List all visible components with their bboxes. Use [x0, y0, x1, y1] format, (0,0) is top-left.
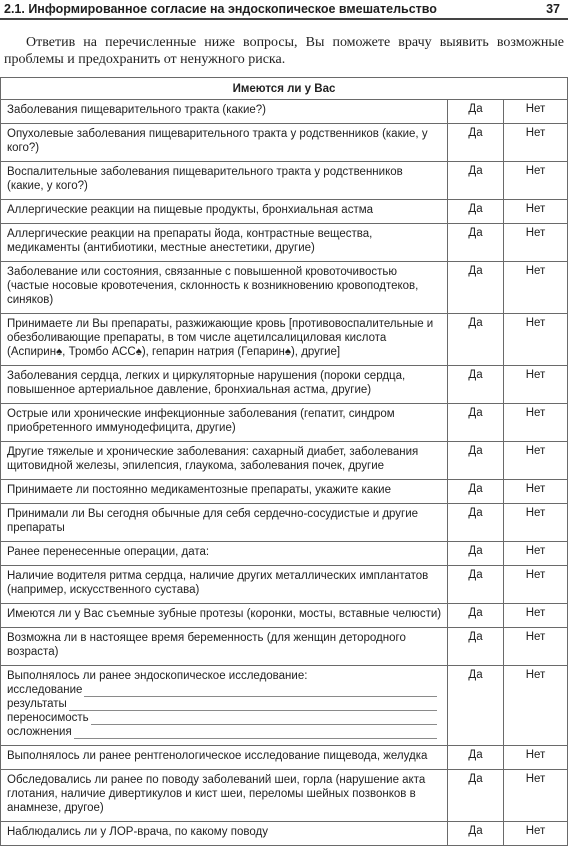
page-number: 37	[546, 2, 560, 16]
question-cell	[1, 604, 448, 628]
question-cell	[1, 542, 448, 566]
answer-blank-line[interactable]	[84, 686, 437, 697]
question-text: Воспалительные заболевания пищеварительного тракта у родственников (какие, у кого?)	[7, 166, 403, 192]
sub-question-label: переносимость	[7, 712, 89, 724]
question-cell	[1, 480, 448, 504]
question-text: Принимаете ли Вы препараты, разжижающие кровь [противовоспалительные и обезболивающие препараты, в том числе ацетилсалициловая кислота (Аспирин♠, Тромбо АСС♠), гепарин натрия (Гепарин♠), другие]	[7, 318, 434, 358]
question-cell	[1, 746, 448, 770]
yes-option[interactable]: Да	[448, 628, 504, 666]
table-row	[1, 404, 568, 442]
question-cell	[1, 504, 448, 542]
question-text: Острые или хронические инфекционные заболевания (гепатит, синдром приобретенного иммунодефицита, другие)	[7, 408, 395, 434]
yes-option[interactable]: Да	[448, 666, 504, 746]
question-text: Ранее перенесенные операции, дата:	[7, 546, 210, 558]
yes-option[interactable]: Да	[448, 124, 504, 162]
yes-option[interactable]: Да	[448, 566, 504, 604]
yes-option[interactable]: Да	[448, 542, 504, 566]
answer-blank-line[interactable]	[91, 714, 437, 725]
sub-question-label: осложнения	[7, 726, 72, 738]
yes-option[interactable]: Да	[448, 746, 504, 770]
no-option[interactable]: Нет	[504, 314, 568, 366]
question-cell	[1, 404, 448, 442]
no-option[interactable]: Нет	[504, 442, 568, 480]
table-header-row	[1, 78, 568, 100]
section-title: 2.1. Информированное согласие на эндоскопическое вмешательство	[4, 2, 437, 16]
question-cell	[1, 442, 448, 480]
table-row	[1, 262, 568, 314]
yes-option[interactable]: Да	[448, 314, 504, 366]
no-option[interactable]: Нет	[504, 162, 568, 200]
table-row	[1, 542, 568, 566]
sub-question-line	[7, 711, 442, 725]
no-option[interactable]: Нет	[504, 746, 568, 770]
sub-question-line	[7, 683, 442, 697]
yes-option[interactable]: Да	[448, 770, 504, 822]
question-cell	[1, 224, 448, 262]
yes-option[interactable]: Да	[448, 366, 504, 404]
table-row	[1, 480, 568, 504]
table-header: Имеются ли у Вас	[1, 78, 568, 100]
table-row	[1, 822, 568, 846]
question-text: Выполнялось ли ранее рентгенологическое исследование пищевода, желудка	[7, 750, 428, 762]
question-text: Возможна ли в настоящее время беременность (для женщин детородного возраста)	[7, 632, 406, 658]
yes-option[interactable]: Да	[448, 822, 504, 846]
question-cell	[1, 262, 448, 314]
question-text: Заболевания пищеварительного тракта (какие?)	[7, 104, 266, 116]
table-row	[1, 604, 568, 628]
table-row	[1, 366, 568, 404]
question-cell	[1, 628, 448, 666]
question-cell	[1, 822, 448, 846]
page-header	[0, 0, 568, 22]
intro-paragraph: Ответив на перечисленные ниже вопросы, Вы поможете врачу выявить возможные проблемы и предохранить от ненужного риска.	[4, 35, 564, 67]
yes-option[interactable]: Да	[448, 100, 504, 124]
no-option[interactable]: Нет	[504, 404, 568, 442]
question-cell	[1, 666, 448, 746]
sub-question-label: результаты	[7, 698, 67, 710]
no-option[interactable]: Нет	[504, 100, 568, 124]
table-row	[1, 746, 568, 770]
no-option[interactable]: Нет	[504, 542, 568, 566]
yes-option[interactable]: Да	[448, 442, 504, 480]
header-divider	[0, 18, 568, 20]
yes-option[interactable]: Да	[448, 480, 504, 504]
question-text: Заболевание или состояния, связанные с повышенной кровоточивостью (частые носовые кровотечения, склонность к возникновению кровоподтеков, синяков)	[7, 266, 419, 306]
question-text: Выполнялось ли ранее эндоскопическое исследование:	[7, 670, 308, 682]
question-cell	[1, 314, 448, 366]
question-cell	[1, 200, 448, 224]
question-cell	[1, 566, 448, 604]
no-option[interactable]: Нет	[504, 566, 568, 604]
no-option[interactable]: Нет	[504, 604, 568, 628]
table-row	[1, 224, 568, 262]
table-row	[1, 770, 568, 822]
questionnaire-table	[0, 77, 568, 846]
yes-option[interactable]: Да	[448, 162, 504, 200]
table-row	[1, 124, 568, 162]
table-row	[1, 666, 568, 746]
no-option[interactable]: Нет	[504, 224, 568, 262]
question-text: Принимаете ли постоянно медикаментозные препараты, укажите какие	[7, 484, 391, 496]
question-text: Заболевания сердца, легких и циркуляторные нарушения (пороки сердца, повышенное артериальное давление, бронхиальная астма, другие)	[7, 370, 406, 396]
question-cell	[1, 100, 448, 124]
table-row	[1, 442, 568, 480]
no-option[interactable]: Нет	[504, 504, 568, 542]
no-option[interactable]: Нет	[504, 666, 568, 746]
answer-blank-line[interactable]	[69, 700, 437, 711]
no-option[interactable]: Нет	[504, 124, 568, 162]
question-text: Аллергические реакции на пищевые продукты, бронхиальная астма	[7, 204, 374, 216]
no-option[interactable]: Нет	[504, 262, 568, 314]
table-row	[1, 200, 568, 224]
table-row	[1, 100, 568, 124]
question-cell	[1, 770, 448, 822]
questionnaire-body	[1, 100, 568, 846]
no-option[interactable]: Нет	[504, 480, 568, 504]
yes-option[interactable]: Да	[448, 504, 504, 542]
question-text: Другие тяжелые и хронические заболевания: сахарный диабет, заболевания щитовидной железы, эпилепсия, глаукома, заболевания почек, другие	[7, 446, 419, 472]
table-row	[1, 504, 568, 542]
question-text: Опухолевые заболевания пищеварительного тракта у родственников (какие, у кого?)	[7, 128, 428, 154]
no-option[interactable]: Нет	[504, 770, 568, 822]
table-row	[1, 314, 568, 366]
question-cell	[1, 124, 448, 162]
table-row	[1, 162, 568, 200]
yes-option[interactable]: Да	[448, 200, 504, 224]
table-row	[1, 628, 568, 666]
yes-option[interactable]: Да	[448, 404, 504, 442]
question-text: Наличие водителя ритма сердца, наличие других металлических имплантатов (например, искусственного сустава)	[7, 570, 429, 596]
question-text: Имеются ли у Вас съемные зубные протезы (коронки, мосты, вставные челюсти)	[7, 608, 442, 620]
no-option[interactable]: Нет	[504, 628, 568, 666]
no-option[interactable]: Нет	[504, 366, 568, 404]
question-text: Аллергические реакции на препараты йода, контрастные вещества, медикаменты (антибиотики, местные анестетики, другие)	[7, 228, 373, 254]
question-text: Наблюдались ли у ЛОР-врача, по какому поводу	[7, 826, 268, 838]
no-option[interactable]: Нет	[504, 822, 568, 846]
question-text: Принимали ли Вы сегодня обычные для себя сердечно-сосудистые и другие препараты	[7, 508, 419, 534]
table-row	[1, 566, 568, 604]
yes-option[interactable]: Да	[448, 604, 504, 628]
yes-option[interactable]: Да	[448, 224, 504, 262]
sub-question-label: исследование	[7, 684, 83, 696]
sub-question-line	[7, 725, 442, 739]
sub-question-line	[7, 697, 442, 711]
question-cell	[1, 366, 448, 404]
answer-blank-line[interactable]	[74, 728, 437, 739]
yes-option[interactable]: Да	[448, 262, 504, 314]
no-option[interactable]: Нет	[504, 200, 568, 224]
question-cell	[1, 162, 448, 200]
question-text: Обследовались ли ранее по поводу заболеваний шеи, горла (нарушение акта глотания, наличие дивертикулов и кист шеи, переломы шейных позвонков в анамнезе, другое)	[7, 774, 426, 814]
